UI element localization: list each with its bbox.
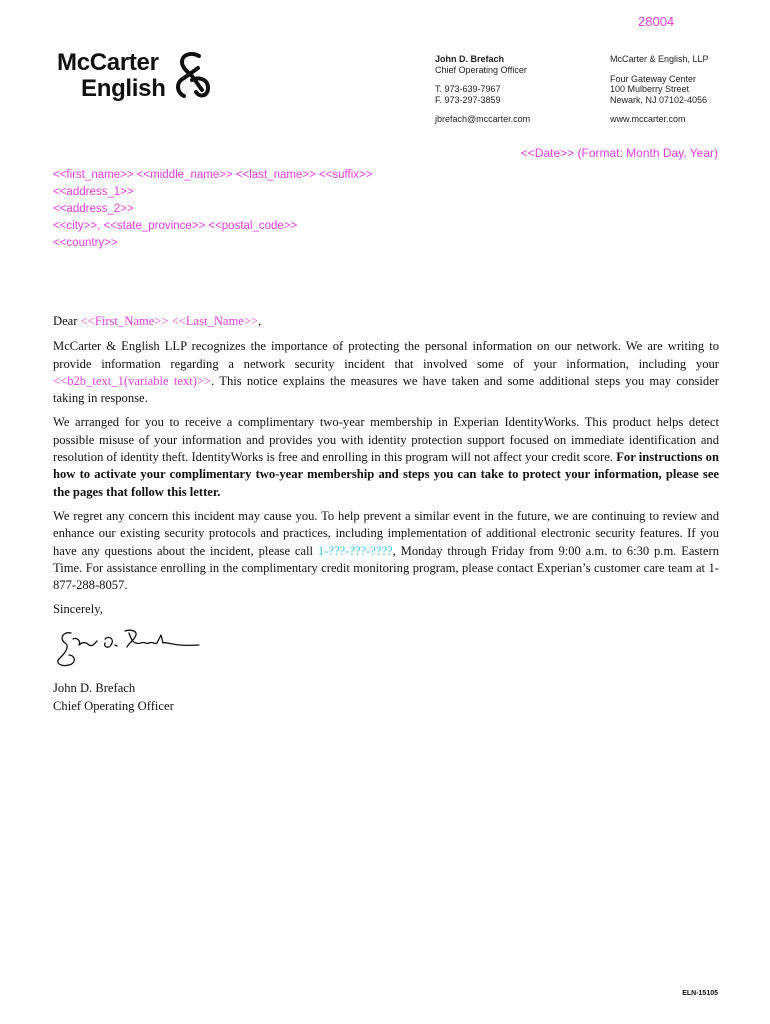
recipient-address-1: <<address_1>>	[53, 186, 134, 198]
firm-name: McCarter & English, LLP	[610, 54, 709, 64]
signer-block	[53, 680, 174, 715]
salutation	[53, 313, 719, 330]
firm-website: www.mccarter.com	[610, 114, 686, 124]
recipient-address-block	[53, 167, 372, 252]
ampersand-logo-icon	[172, 52, 212, 98]
company-logo	[57, 50, 166, 102]
sender-title: Chief Operating Officer	[435, 64, 527, 75]
phone-placeholder: 1-???-???-????	[317, 543, 393, 558]
logo-line-1: McCarter	[57, 49, 159, 76]
recipient-city-line: <<city>>, <<state_province>> <<postal_code>>	[53, 220, 298, 232]
firm-contact-block	[610, 54, 709, 125]
signer-title: Chief Operating Officer	[53, 698, 174, 713]
paragraph-1-text-b: . This notice explains the measures we have taken and some additional steps you may consider taking in response.	[53, 373, 719, 406]
paragraph-2	[53, 414, 719, 500]
paragraph-3	[53, 508, 719, 594]
recipient-address-2: <<address_2>>	[53, 203, 134, 215]
salutation-suffix: ,	[258, 314, 262, 328]
variable-text-placeholder: <<b2b_text_1(variable text)>>	[53, 373, 212, 388]
date-placeholder: <<Date>> (Format: Month Day, Year)	[520, 146, 718, 160]
paragraph-3-text-b: , Monday through Friday from 9:00 a.m. to 6:30 p.m. Eastern Time. For assistance enrolling in the complimentary credit monitoring program, please contact Experian’s customer care team at 1-877-288-8057.	[53, 543, 719, 593]
recipient-name-line: <<first_name>> <<middle_name>> <<last_name>> <<suffix>>	[53, 169, 373, 181]
sender-contact-block	[435, 54, 530, 125]
letter-body	[53, 313, 719, 626]
closing: Sincerely,	[53, 602, 103, 617]
paragraph-1-text-a: McCarter & English LLP recognizes the importance of protecting the personal information on our network. We are writing to provide information regarding a network security incident that involved some of your information, including your	[53, 339, 719, 371]
firm-address-1: Four Gateway Center	[610, 73, 697, 84]
sender-fax: F. 973-297-3859	[435, 94, 501, 105]
sender-name: John D. Brefach	[435, 54, 505, 64]
sender-email: jbrefach@mccarter.com	[435, 114, 531, 124]
handwritten-signature	[53, 625, 203, 667]
document-code: ELN-15105	[682, 990, 718, 997]
logo-line-2: English	[81, 75, 166, 102]
salutation-name-placeholder: <<First_Name>> <<Last_Name>>	[80, 314, 259, 328]
firm-address-2: 100 Mulberry Street	[610, 84, 690, 94]
reference-number: 28004	[638, 14, 675, 29]
sender-phone: T. 973-639-7967	[435, 84, 501, 94]
recipient-country: <<country>>	[53, 237, 118, 249]
signer-name: John D. Brefach	[53, 681, 136, 695]
paragraph-1	[53, 338, 719, 407]
paragraph-2-text: We arranged for you to receive a complimentary two-year membership in Experian IdentityWorks. This product helps detect possible misuse of your information and provides you with identity protection support focused on immediate identification and resolution of identity theft. IdentityWorks is free and enrolling in this program will not affect your credit score.	[53, 415, 719, 465]
paragraph-2-bold-instructions: For instructions on how to activate your complimentary two-year membership and steps you can take to protect your information, please see the pages that follow this letter.	[53, 450, 719, 499]
firm-address-3: Newark, NJ 07102-4056	[610, 94, 708, 105]
paragraph-3-text-a: We regret any concern this incident may cause you. To help prevent a similar event in the future, we are continuing to review and enhance our existing security protocols and practices, including implementation of additional electronic security features. If you have any questions about the incident, please call	[53, 508, 719, 558]
salutation-prefix: Dear	[53, 314, 81, 328]
